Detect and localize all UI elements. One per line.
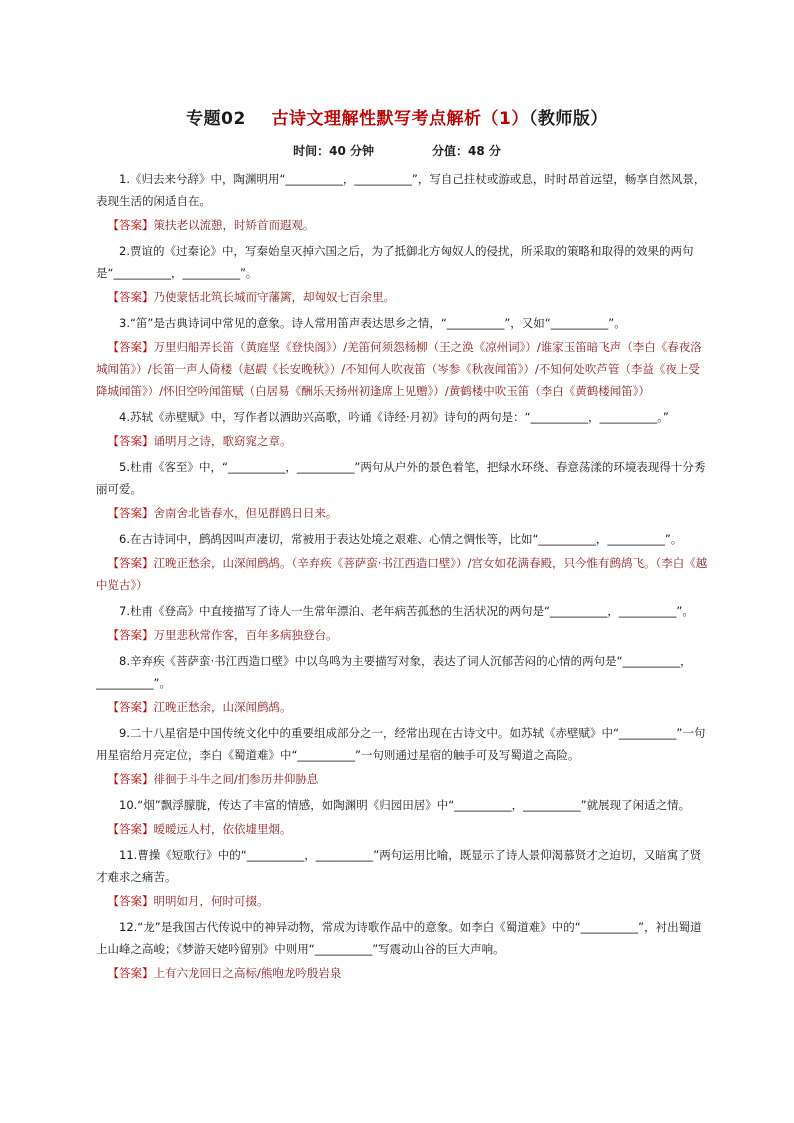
answer-block bbox=[96, 286, 710, 308]
answer-text: 舍南舍北皆春水，但见群鸥日日来。 bbox=[153, 506, 338, 520]
answer-text: 明明如月，何时可掇。 bbox=[153, 894, 269, 908]
title-main: 古诗文理解性默写考点解析（1） bbox=[271, 109, 529, 129]
answer-tag: 【答案】 bbox=[107, 218, 154, 232]
answer-text: 上有六龙回日之高标/熊咆龙吟殷岩泉 bbox=[153, 966, 342, 980]
answer-text: 徘徊于斗牛之间/扪参历井仰胁息 bbox=[153, 772, 319, 786]
answer-block bbox=[96, 818, 710, 840]
question-text: 8.辛弃疾《菩萨蛮·书江西造口壁》中以鸟鸣为主要描写对象，表达了词人沉郁苦闷的心情的两句是“__________，__________”。 bbox=[96, 654, 692, 690]
page-title bbox=[0, 104, 794, 129]
question-text: 6.在古诗词中，鹧鸪因叫声凄切，常被用于表达处境之艰难、心情之惆怅等，比如“__________，__________”。 bbox=[119, 532, 683, 546]
answer-tag: 【答案】 bbox=[107, 628, 154, 642]
answer-block bbox=[96, 214, 710, 236]
question-text: 11.曹操《短歌行》中的“__________，__________”两句运用比喻，既显示了诗人景仰渴慕贤才之迫切，又暗寓了贤才难求之痛苦。 bbox=[96, 848, 702, 884]
answer-block bbox=[96, 502, 710, 524]
question-text: 4.苏轼《赤壁赋》中，写作者以酒助兴高歌，吟诵《诗经·月初》诗句的两句是：“__________，__________。” bbox=[119, 410, 669, 424]
answer-block bbox=[96, 696, 710, 718]
answer-text: 江晚正愁余，山深闻鹧鸪。 bbox=[153, 700, 292, 714]
question-text: 2.贾谊的《过秦论》中，写秦始皇灭掉六国之后，为了抵御北方匈奴人的侵扰，所采取的策略和取得的效果的两句是“__________，__________”。 bbox=[96, 244, 694, 280]
answer-block bbox=[96, 552, 710, 596]
answer-block bbox=[96, 430, 710, 452]
answer-tag: 【答案】 bbox=[107, 290, 154, 304]
answer-block bbox=[96, 336, 710, 402]
answer-tag: 【答案】 bbox=[107, 772, 154, 786]
answer-text: 策扶老以流憩，时矫首而遐观。 bbox=[153, 218, 315, 232]
question-text: 7.杜甫《登高》中直接描写了诗人一生常年漂泊、老年病苦孤愁的生活状况的两句是“__________，__________”。 bbox=[119, 604, 694, 618]
answer-text: 万里归船弄长笛（黄庭坚《登快阁》）/羌笛何须怨杨柳（王之涣《凉州词》）/谁家玉笛暗飞声（李白《春夜洛城闻笛》）/长笛一声人倚楼（赵嘏《长安晚秋》）/不知何人吹夜笛（岑参《秋夜闻笛》）/不知何处吹芦管（李益《夜上受降城闻笛》）/怀旧空吟闻笛赋（白居易《酬乐天扬州初逢席上见赠》）/黄鹤楼中吹玉笛（李白《黄鹤楼闻笛》） bbox=[96, 340, 702, 398]
exam-time: 时间：40 分钟 bbox=[293, 144, 374, 158]
question-list bbox=[96, 168, 710, 988]
exam-meta bbox=[0, 142, 794, 159]
answer-block bbox=[96, 768, 710, 790]
answer-block bbox=[96, 624, 710, 646]
question-text: 12.“龙”是我国古代传说中的神异动物，常成为诗歌作品中的意象。如李白《蜀道难》中的“__________”，衬出蜀道上山峰之高峻；《梦游天姥吟留别》中则用“__________”写震动山谷的巨大声响。 bbox=[96, 920, 702, 956]
answer-tag: 【答案】 bbox=[107, 434, 154, 448]
answer-text: 暧暧远人村，依依墟里烟。 bbox=[153, 822, 292, 836]
question-text: 9.二十八星宿是中国传统文化中的重要组成部分之一，经常出现在古诗文中。如苏轼《赤壁赋》中“__________”一句用星宿给月亮定位，李白《蜀道难》中“__________”一句则通过星宿的触手可及写蜀道之高险。 bbox=[96, 726, 706, 762]
title-prefix: 专题02 bbox=[186, 109, 246, 129]
question-text: 3.“笛”是古典诗词中常见的意象。诗人常用笛声表达思乡之情，“__________”，又如“__________”。 bbox=[119, 316, 626, 330]
answer-tag: 【答案】 bbox=[107, 966, 154, 980]
exam-score: 分值：48 分 bbox=[432, 144, 501, 158]
answer-tag: 【答案】 bbox=[107, 700, 154, 714]
answer-tag: 【答案】 bbox=[107, 556, 154, 570]
answer-text: 诵明月之诗，歌窈窕之章。 bbox=[153, 434, 292, 448]
answer-text: 万里悲秋常作客，百年多病独登台。 bbox=[153, 628, 338, 642]
answer-text: 江晚正愁余，山深闻鹧鸪。（辛弃疾《菩萨蛮·书江西造口壁》）/宫女如花满春殿，只今惟有鹧鸪飞。（李白《越中览古》） bbox=[96, 556, 708, 592]
answer-text: 乃使蒙恬北筑长城而守藩篱，却匈奴七百余里。 bbox=[153, 290, 395, 304]
question-text: 10.“烟”飘浮朦胧，传达了丰富的情感，如陶渊明《归园田居》中“__________，__________”就展现了闲适之情。 bbox=[119, 798, 691, 812]
answer-tag: 【答案】 bbox=[107, 894, 154, 908]
question-text: 1.《归去来兮辞》中，陶渊明用“__________，__________”，写自己拄杖或游或息，时时昂首远望，畅享自然风景，表现生活的闲适自在。 bbox=[96, 172, 706, 208]
answer-block bbox=[96, 962, 710, 984]
answer-tag: 【答案】 bbox=[107, 506, 154, 520]
answer-tag: 【答案】 bbox=[107, 822, 154, 836]
title-suffix: （教师版） bbox=[528, 109, 608, 129]
question-text: 5.杜甫《客至》中，“__________，__________”两句从户外的景色着笔，把绿水环绕、春意荡漾的环境表现得十分秀丽可爱。 bbox=[96, 460, 706, 496]
answer-block bbox=[96, 890, 710, 912]
answer-tag: 【答案】 bbox=[107, 340, 154, 354]
